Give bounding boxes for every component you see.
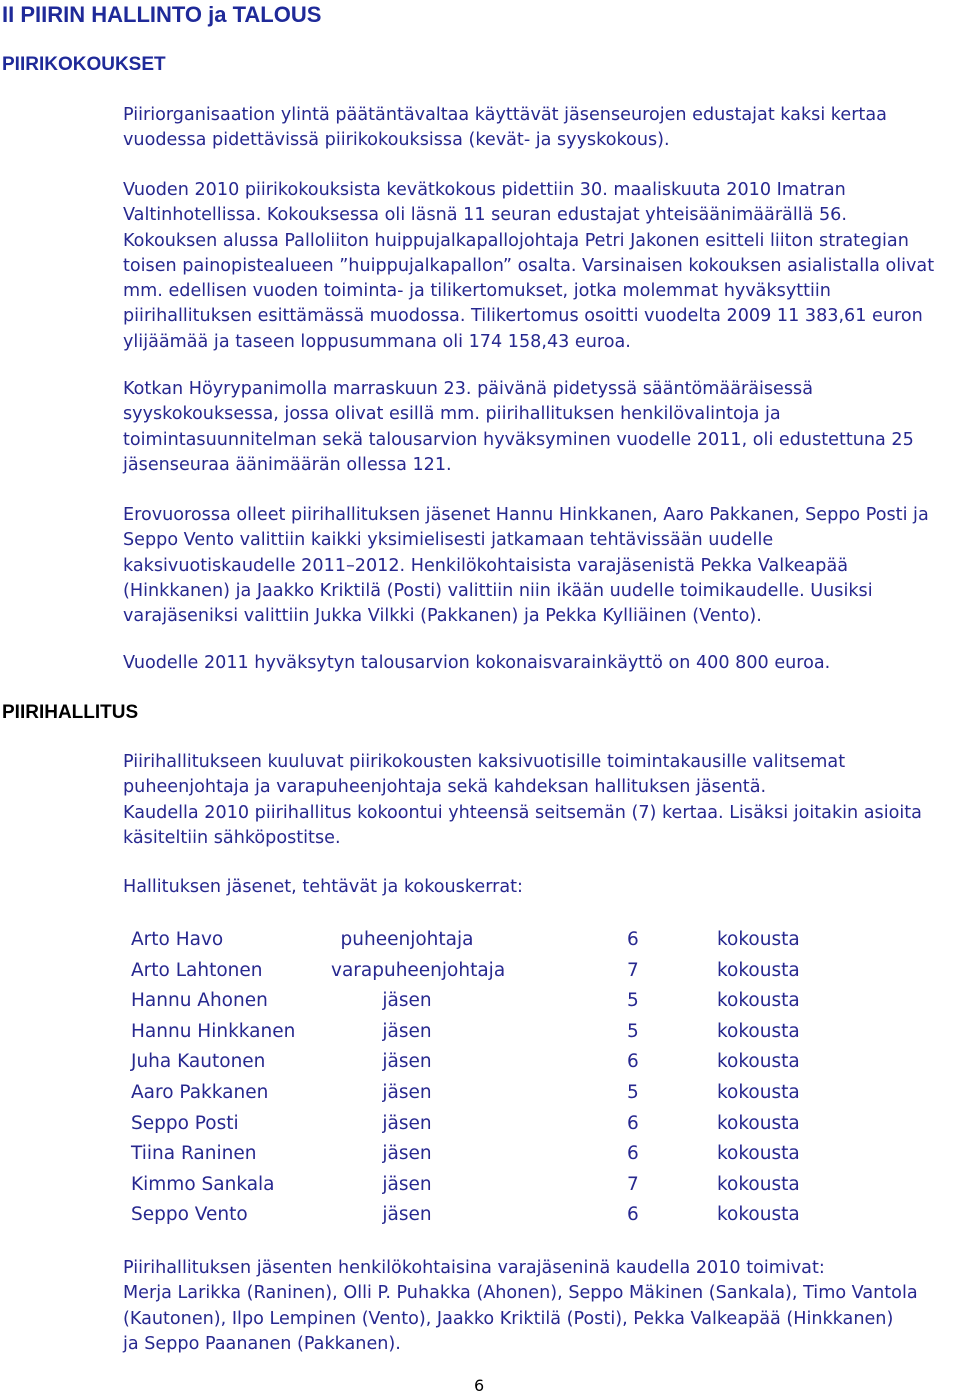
- paragraph-deputies: [123, 1256, 918, 1357]
- meeting-count: 6: [627, 1051, 639, 1073]
- member-name: Seppo Posti: [131, 1112, 239, 1134]
- page-number: 6: [474, 1376, 485, 1395]
- meeting-unit: kokousta: [717, 959, 800, 981]
- meeting-count: 6: [627, 1112, 639, 1134]
- text-line: Valtinhotellissa. Kokouksessa oli läsnä 11 seuran edustajat yhteisäänimäärällä 56.: [123, 205, 847, 226]
- meeting-count: 6: [627, 1204, 639, 1226]
- text-line: Kokouksen alussa Palloliiton huippujalkapallojohtaja Petri Jakonen esitteli liiton strategian: [123, 230, 909, 251]
- paragraph-autumn-meeting: [123, 377, 914, 478]
- member-name: Aaro Pakkanen: [131, 1081, 269, 1103]
- text-line: piirihallituksen esittämässä muodossa. Tilikertomus osoitti vuodelta 2009 11 383,61 euron: [123, 306, 923, 327]
- text-line: kaksivuotiskaudelle 2011–2012. Henkilökohtaisista varajäsenistä Pekka Valkeapää: [123, 555, 849, 576]
- page-title: II PIIRIN HALLINTO ja TALOUS: [2, 2, 322, 27]
- text-line: toisen painopistealueen ”huippujalkapallon” osalta. Varsinaisen kokouksen asialistalla olivat: [123, 255, 935, 276]
- member-role: jäsen: [382, 990, 432, 1012]
- text-line: Vuodelle 2011 hyväksytyn talousarvion kokonaisvarainkäyttö on 400 800 euroa.: [123, 653, 831, 673]
- section-title-piirihallitus: PIIRIHALLITUS: [2, 702, 139, 723]
- text-line: syyskokouksessa, jossa olivat esillä mm. piirihallituksen henkilövalintoja ja: [123, 404, 781, 425]
- paragraph-budget: [123, 651, 830, 676]
- text-line: mm. edellisen vuoden toiminta- ja tilikertomukset, jotka molemmat hyväksyttiin: [123, 281, 831, 302]
- text-line: ylijäämää ja taseen loppusummana oli 174 158,43 euroa.: [123, 331, 631, 352]
- text-line: (Kautonen), Ilpo Lempinen (Vento), Jaakko Kriktilä (Posti), Pekka Valkeapää (Hinkkanen): [123, 1308, 894, 1329]
- text-line: Seppo Vento valittiin kaikki yksimielisesti jatkamaan tehtävissään uudelle: [123, 530, 774, 551]
- text-line: Kotkan Höyrypanimolla marraskuun 23. päivänä pidetyssä sääntömääräisessä: [123, 379, 813, 399]
- meeting-unit: kokousta: [717, 990, 800, 1012]
- member-name: Hannu Hinkkanen: [131, 1020, 296, 1042]
- text-line: Hallituksen jäsenet, tehtävät ja kokouskerrat:: [123, 877, 523, 897]
- meeting-count: 6: [627, 929, 639, 950]
- member-name: Tiina Raninen: [131, 1143, 257, 1165]
- meeting-unit: kokousta: [717, 1143, 800, 1165]
- text-line: Kaudella 2010 piirihallitus kokoontui yhteensä seitsemän (7) kertaa. Lisäksi joitakin asioita: [123, 802, 922, 823]
- meeting-count: 7: [627, 959, 639, 981]
- member-role: jäsen: [382, 1051, 432, 1073]
- paragraph-organisation: [123, 103, 887, 154]
- member-role: jäsen: [382, 1081, 432, 1103]
- member-role: jäsen: [382, 1112, 432, 1134]
- section-title-piirikokoukset: PIIRIKOKOUKSET: [2, 54, 166, 75]
- member-name: Seppo Vento: [131, 1204, 248, 1226]
- text-line: Piirihallituksen jäsenten henkilökohtaisina varajäseninä kaudella 2010 toimivat:: [123, 1258, 825, 1278]
- member-name: Arto Lahtonen: [131, 959, 263, 981]
- member-name: Hannu Ahonen: [131, 990, 268, 1012]
- meeting-unit: kokousta: [717, 929, 800, 950]
- text-line: (Hinkkanen) ja Jaakko Kriktilä (Posti) valittiin niin ikään uudelle toimikaudelle. Uusiksi: [123, 580, 873, 601]
- text-line: Piirihallitukseen kuuluvat piirikokousten kaksivuotisille toimintakausille valitsemat: [123, 752, 846, 772]
- meeting-unit: kokousta: [717, 1204, 800, 1226]
- paragraph-spring-meeting: [123, 178, 934, 355]
- paragraph-elections: [123, 503, 929, 629]
- paragraph-members-intro: [123, 875, 523, 900]
- meeting-count: 6: [627, 1143, 639, 1165]
- meeting-unit: kokousta: [717, 1112, 800, 1134]
- text-line: jäsenseuraa äänimäärän ollessa 121.: [123, 454, 452, 475]
- paragraph-board-composition: [123, 750, 922, 851]
- member-name: Arto Havo: [131, 929, 224, 950]
- meeting-unit: kokousta: [717, 1081, 800, 1103]
- meeting-unit: kokousta: [717, 1051, 800, 1073]
- text-line: Erovuorossa olleet piirihallituksen jäsenet Hannu Hinkkanen, Aaro Pakkanen, Seppo Posti ja: [123, 505, 929, 525]
- meeting-count: 7: [627, 1173, 639, 1195]
- text-line: käsiteltiin sähköpostitse.: [123, 827, 341, 848]
- member-role: jäsen: [382, 1204, 432, 1226]
- text-line: Vuoden 2010 piirikokouksista kevätkokous pidettiin 30. maaliskuuta 2010 Imatran: [123, 180, 846, 200]
- member-role: jäsen: [382, 1143, 432, 1165]
- member-role: puheenjohtaja: [340, 929, 474, 950]
- meeting-count: 5: [627, 1081, 639, 1103]
- text-line: toimintasuunnitelman sekä talousarvion hyväksyminen vuodelle 2011, oli edustettuna 25: [123, 429, 914, 450]
- member-role: varapuheenjohtaja: [331, 959, 506, 981]
- meeting-unit: kokousta: [717, 1173, 800, 1195]
- member-role: jäsen: [382, 1020, 432, 1042]
- text-line: varajäseniksi valittiin Jukka Vilkki (Pakkanen) ja Pekka Kylliäinen (Vento).: [123, 606, 762, 627]
- meeting-unit: kokousta: [717, 1020, 800, 1042]
- text-line: vuodessa pidettävissä piirikokouksissa (kevät- ja syyskokous).: [123, 130, 670, 151]
- member-name: Juha Kautonen: [131, 1051, 266, 1073]
- text-line: Merja Larikka (Raninen), Olli P. Puhakka (Ahonen), Seppo Mäkinen (Sankala), Timo Vantola: [123, 1283, 918, 1304]
- text-line: ja Seppo Paananen (Pakkanen).: [123, 1333, 401, 1354]
- member-role: jäsen: [382, 1173, 432, 1195]
- meeting-count: 5: [627, 990, 639, 1012]
- text-line: Piiriorganisaation ylintä päätäntävaltaa käyttävät jäsenseurojen edustajat kaksi kertaa: [123, 105, 887, 125]
- text-line: puheenjohtaja ja varapuheenjohtaja sekä kahdeksan hallituksen jäsentä.: [123, 777, 767, 798]
- member-name: Kimmo Sankala: [131, 1173, 275, 1195]
- meeting-count: 5: [627, 1020, 639, 1042]
